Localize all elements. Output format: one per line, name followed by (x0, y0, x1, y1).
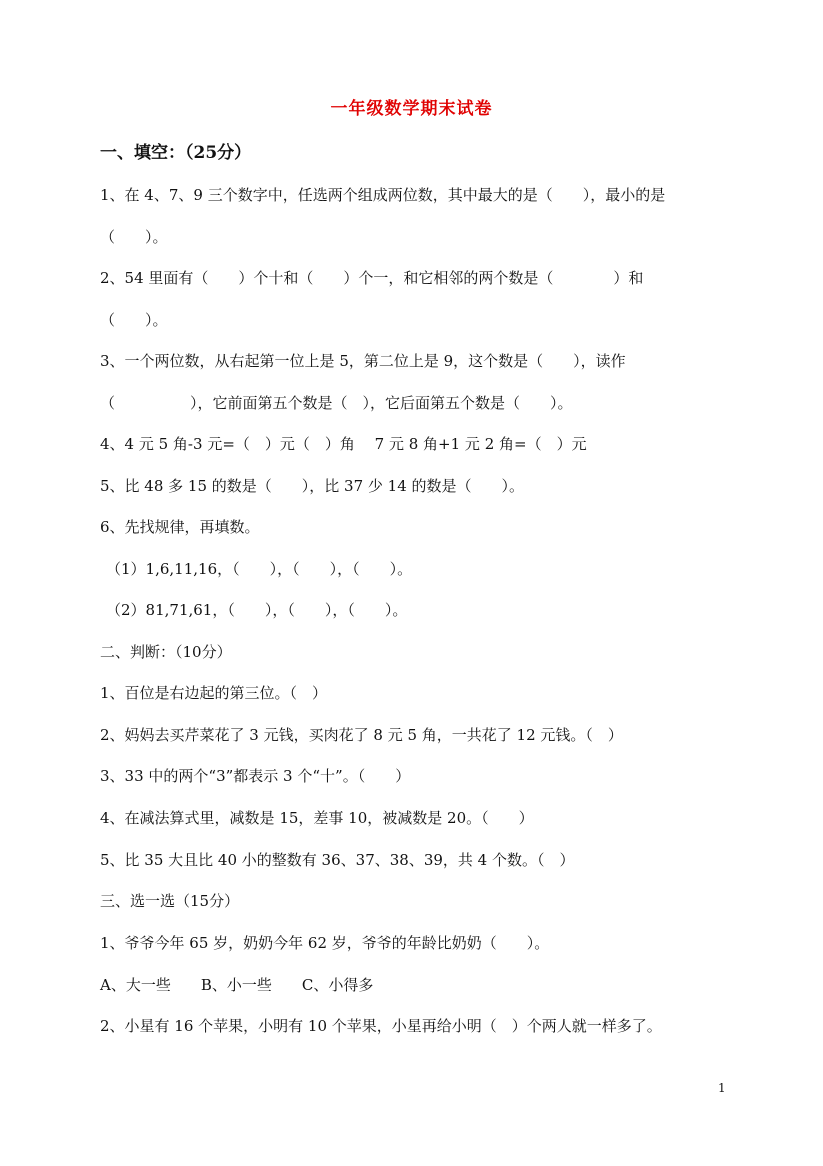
s3-q2: 2、小星有 16 个苹果，小明有 10 个苹果，小星再给小明（ ）个两人就一样多了。 (100, 1017, 662, 1035)
s1-q2-line2: （ ）。 (100, 311, 168, 329)
s2-q2: 2、妈妈去买芹菜花了 3 元钱，买肉花了 8 元 5 角，一共花了 12 元钱。（ ） (100, 726, 623, 744)
s1-q3-line2: （ ），它前面第五个数是（ ），它后面第五个数是（ ）。 (100, 394, 573, 412)
s1-q5: 5、比 48 多 15 的数是（ ），比 37 少 14 的数是（ ）。 (100, 477, 525, 495)
s3-q1-options: A、大一些 B、小一些 C、小得多 (100, 976, 374, 994)
s1-q4: 4、4 元 5 角-3 元=（ ）元（ ）角 7 元 8 角+1 元 2 角=（ ）元 (100, 435, 587, 453)
s1-q3-line1: 3、一个两位数，从右起第一位上是 5，第二位上是 9，这个数是（ ），读作 (100, 352, 626, 370)
s3-q1: 1、爷爷今年 65 岁，奶奶今年 62 岁，爷爷的年龄比奶奶（ ）。 (100, 934, 550, 952)
page-number: 1 (718, 1081, 726, 1095)
section1-heading: 一、填空：（25分） (100, 143, 252, 163)
s2-q1: 1、百位是右边起的第三位。（ ） (100, 684, 328, 702)
s1-q1-line2: （ ）。 (100, 228, 168, 246)
s1-q6: 6、先找规律，再填数。 (100, 518, 260, 536)
document-title: 一年级数学期末试卷 (330, 99, 493, 119)
s2-q5: 5、比 35 大且比 40 小的整数有 36、37、38、39，共 4 个数。（ ） (100, 851, 575, 869)
s1-q1-line1: 1、在 4、7、9 三个数字中，任选两个组成两位数，其中最大的是（ ），最小的是 (100, 186, 666, 204)
s2-q4: 4、在减法算式里，减数是 15，差事 10，被减数是 20。（ ） (100, 809, 534, 827)
section3-heading: 三、选一选（15分） (100, 892, 240, 910)
s1-q6-sub1: （1）1,6,11,16，（ ），（ ），（ ）。 (106, 560, 413, 578)
s1-q2-line1: 2、54 里面有（ ）个十和（ ）个一，和它相邻的两个数是（ ）和 (100, 269, 644, 287)
s2-q3: 3、33 中的两个“3”都表示 3 个“十”。（ ） (100, 767, 411, 785)
s1-q6-sub2: （2）81,71,61，（ ），（ ），（ ）。 (106, 601, 408, 619)
section2-heading: 二、判断：（10分） (100, 643, 232, 661)
